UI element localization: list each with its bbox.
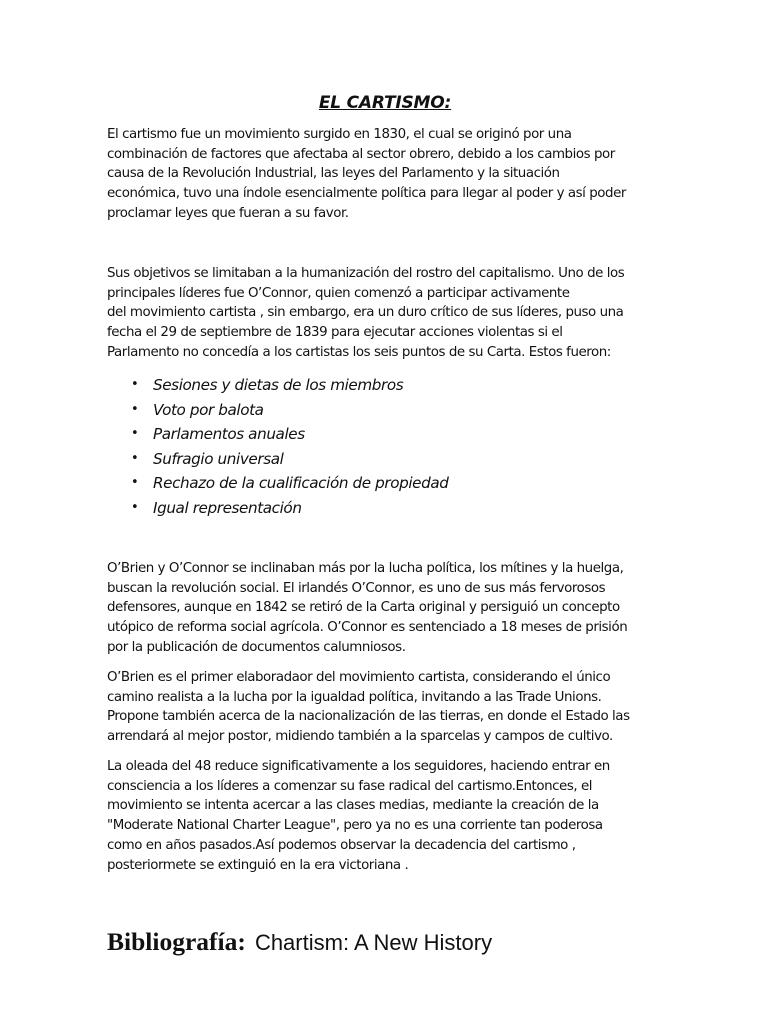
text-line: económica, tuvo una índole esencialmente política para llegar al poder y así poder	[107, 186, 626, 202]
paragraph-objectives	[107, 264, 663, 363]
list-item-text: Parlamentos anuales	[153, 425, 305, 444]
text-line: arrendará al mejor postor, midiendo también a la sparcelas y campos de cultivo.	[107, 729, 613, 745]
text-line: fecha el 29 de septiembre de 1839 para ejecutar acciones violentas si el	[107, 325, 563, 341]
text-line: "Moderate National Charter League", pero ya no es una corriente tan poderosa	[107, 818, 603, 834]
list-item	[107, 373, 448, 398]
bullet-icon: •	[131, 401, 139, 417]
text-line: causa de la Revolución Industrial, las leyes del Parlamento y la situación	[107, 166, 560, 182]
text-line: utópico de reforma social agrícola. O’Connor es sentenciado a 18 meses de prisión	[107, 620, 628, 636]
list-item-text: Igual representación	[153, 498, 302, 517]
text-line: del movimiento cartista , sin embargo, era un duro crítico de sus líderes, puso una	[107, 305, 624, 321]
list-item	[107, 496, 448, 521]
bullet-icon: •	[131, 475, 139, 491]
text-line: combinación de factores que afectaba al sector obrero, debido a los cambios por	[107, 146, 615, 162]
bullet-icon: •	[131, 499, 139, 515]
paragraph-obrien	[107, 668, 663, 747]
bullet-icon: •	[131, 377, 139, 392]
list-item-text: Sesiones y dietas de los miembros	[153, 376, 404, 394]
paragraph-leaders	[107, 559, 663, 658]
list-item	[107, 471, 448, 496]
bullet-icon: •	[131, 426, 139, 442]
list-item	[107, 398, 448, 423]
list-item-text: Rechazo de la cualificación de propiedad	[153, 474, 449, 493]
document-title: EL CARTISMO:	[318, 93, 452, 113]
paragraph-introduction	[107, 125, 663, 224]
text-line: camino realista a la lucha por la igualdad política, invitando a las Trade Unions.	[107, 689, 602, 705]
bibliography-label: Bibliografía:	[107, 927, 246, 956]
text-line: movimiento se intenta acercar a las clases medias, mediante la creación de la	[107, 798, 599, 814]
text-line: consciencia a los líderes a comenzar su fase radical del cartismo.Entonces, el	[107, 778, 593, 794]
list-item	[107, 422, 448, 447]
bibliography	[107, 927, 492, 957]
text-line: O’Brien es el primer elaboradaor del movimiento cartista, considerando el único	[107, 670, 611, 685]
text-line: por la publicación de documentos calumniosos.	[107, 639, 406, 655]
text-line: como en años pasados.Así podemos observar la decadencia del cartismo ,	[107, 837, 576, 853]
list-item-text: Sufragio universal	[153, 449, 284, 468]
text-line: defensores, aunque en 1842 se retiró de la Carta original y persiguió un concepto	[107, 600, 620, 616]
text-line: buscan la revolución social. El irlandés O’Connor, es uno de sus más fervorosos	[107, 580, 606, 596]
text-line: Propone también acerca de la nacionalización de las tierras, en donde el Estado las	[107, 709, 630, 725]
text-line: El cartismo fue un movimiento surgido en 1830, el cual se originó por una	[107, 127, 572, 142]
list-item-text: Voto por balota	[153, 400, 264, 419]
text-line: Parlamento no concedía a los cartistas los seis puntos de su Carta. Estos fueron:	[107, 344, 611, 360]
charter-points-list	[107, 373, 448, 521]
text-line: Sus objetivos se limitaban a la humanización del rostro del capitalismo. Uno de los	[107, 266, 625, 281]
text-line: principales líderes fue O’Connor, quien comenzó a participar activamente	[107, 285, 570, 301]
text-line: posteriormete se extinguió en la era victoriana .	[107, 857, 409, 873]
bullet-icon: •	[131, 450, 139, 466]
text-line: O’Brien y O’Connor se inclinaban más por la lucha política, los mítines y la huelga,	[107, 561, 624, 576]
bibliography-reference: Chartism: A New History	[254, 930, 493, 955]
text-line: proclamar leyes que fueran a su favor.	[107, 205, 349, 221]
list-item	[107, 447, 448, 472]
text-line: La oleada del 48 reduce significativamente a los seguidores, haciendo entrar en	[107, 759, 610, 774]
paragraph-decline	[107, 757, 663, 875]
